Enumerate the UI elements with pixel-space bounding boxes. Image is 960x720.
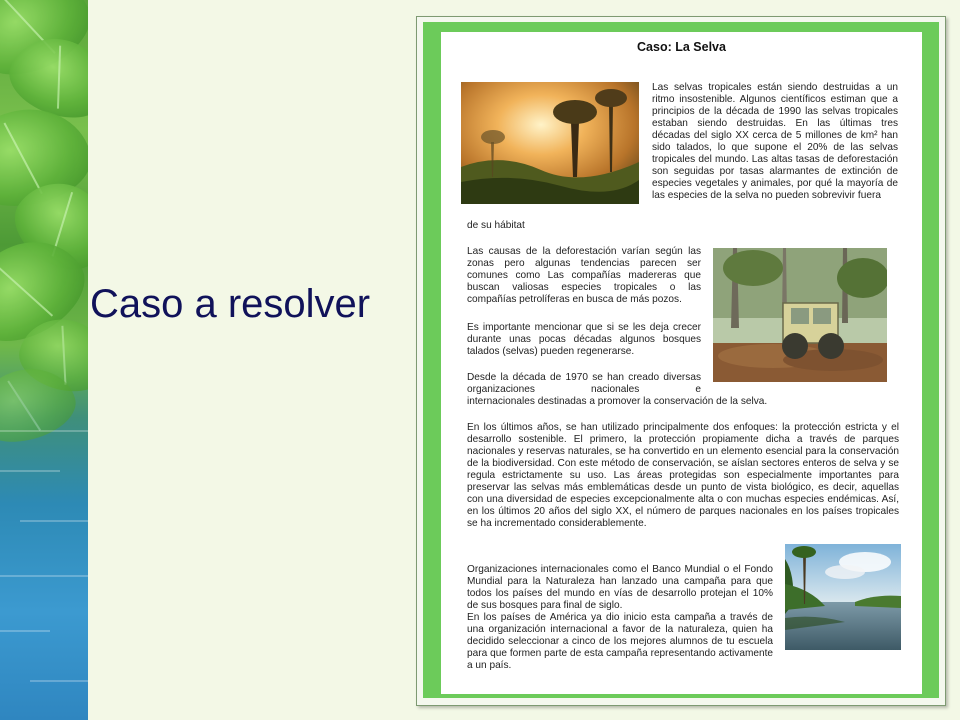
logging-machine-photo <box>713 248 887 382</box>
paragraph-4-end: internacionales destinadas a promover la conservación de la selva. <box>467 396 768 407</box>
jungle-sunrise-photo <box>461 82 639 204</box>
document-page <box>441 32 922 694</box>
decorative-leaves-strip <box>0 0 88 720</box>
paragraph-2: Las causas de la deforestación varían según las zonas pero algunas tendencias parecen ser comunes como Las compañías madereras que buscan valiosas especies tropicales o las compañías petrolíferas en busca de más pozos. <box>467 246 701 305</box>
paragraph-4: Desde la década de 1970 se han creado diversas organizaciones nacionales e <box>467 372 701 395</box>
paragraph-7: En los países de América ya dio inicio esta campaña a través de una organización internacional a favor de la naturaleza, quien ha decidido seleccionar a cinco de los mejores alumnos de tu escuela para que formen parte de esta campaña representando activamente a un país. <box>467 612 773 671</box>
paragraph-5: En los últimos años, se han utilizado principalmente dos enfoques: la protección estricta y el desarrollo sostenible. El primero, la protección propiamente dicha a través de parques nacionales y reservas naturales, se ha convertido en un elemento esencial para la conservación de la biodiversidad. Con este método de conservación, se aíslan sectores enteros de selva y se regula estrictamente su uso. Las áreas protegidas son especialmente importantes para preservar las selvas más emblemáticas desde un punto de vista biológico, es decir, aquellas con una diversidad de especies excepcionalmente alta o con muchas especies endémicas. Así, en los últimos 20 años del siglo XX, el número de parques nacionales en los países tropicales se ha incrementado considerablemente. <box>467 422 899 529</box>
paragraph-1: Las selvas tropicales están siendo destruidas a un ritmo insostenible. Algunos científicos estiman que a principios de la década de 1990 las selvas tropicales estaban siendo destruidas. En las últimas tres décadas del siglo XX cerca de 5 millones de km² han sido talados, lo que supone el 20% de las selvas tropicales del mundo. Las altas tasas de deforestación son seguidas por tasas alarmantes de extinción de especies vegetales y animales, por qué la mayoría de las especies de la selva no pueden sobrevivir fuera <box>652 82 898 201</box>
paragraph-3: Es importante mencionar que si se les deja crecer durante unas pocas décadas algunos bosques talados (selvas) pueden regenerarse. <box>467 322 701 357</box>
document-title: Caso: La Selva <box>637 40 726 54</box>
slide-title: Caso a resolver <box>90 282 371 326</box>
river-landscape-photo <box>785 544 901 650</box>
paragraph-6: Organizaciones internacionales como el Banco Mundial o el Fondo Mundial para la Naturaleza han lanzado una campaña para que todos los países del mundo en vías de desarrollo protejan el 10% de sus bosques para final de siglo. <box>467 564 773 611</box>
paragraph-1-end: de su hábitat <box>467 220 525 231</box>
